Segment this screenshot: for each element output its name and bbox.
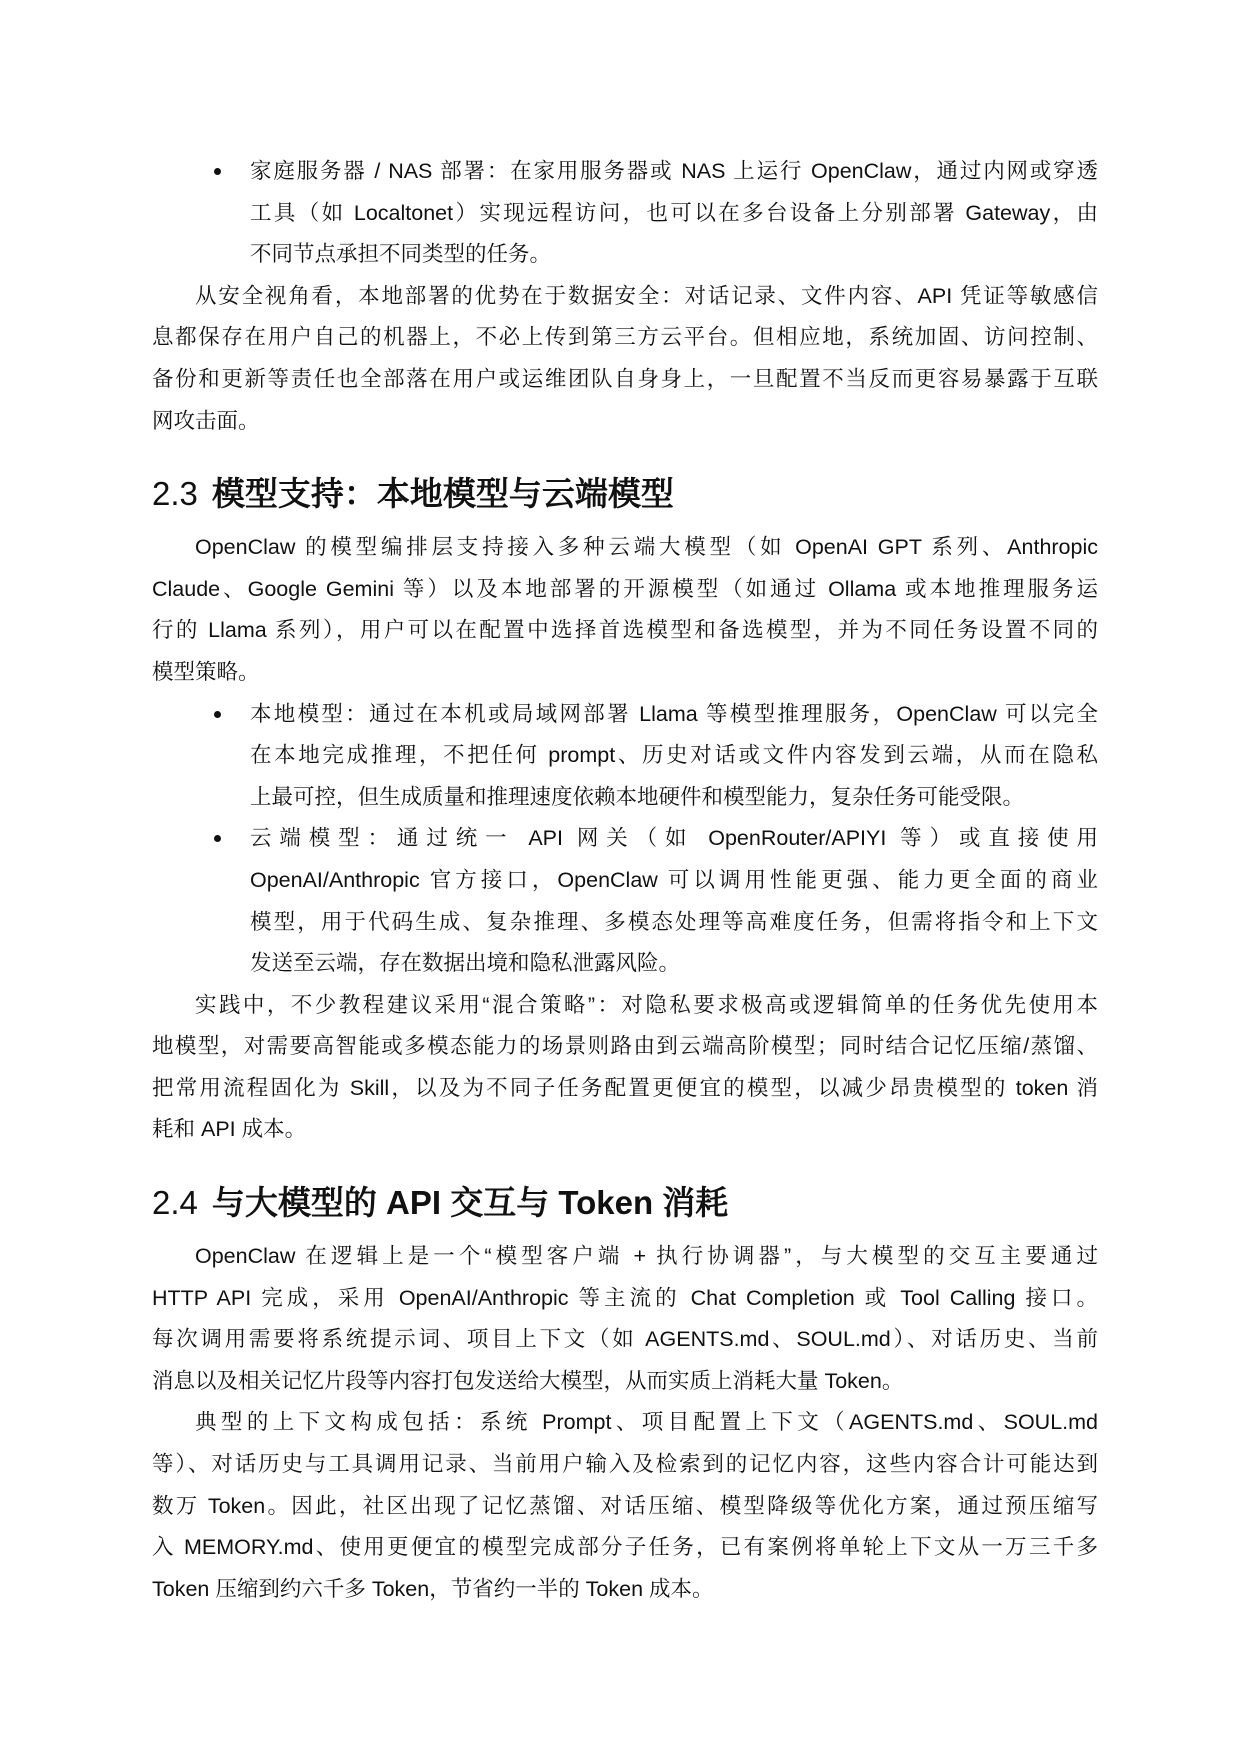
text-line: 工具（如 Localtonet）实现远程访问，也可以在多台设备上分别部署 Gateway，由: [250, 200, 1098, 225]
section-title: 模型支持：本地模型与云端模型: [211, 475, 674, 513]
document-page: [152, 151, 1098, 1610]
text-line: 家庭服务器 / NAS 部署：在家用服务器或 NAS 上运行 OpenClaw，通过内网或穿透: [250, 159, 1098, 183]
bullet-icon: [214, 168, 221, 175]
text-line: 不同节点承担不同类型的任务。: [250, 242, 552, 267]
bullet-icon: [214, 835, 221, 842]
bullet-item: [152, 818, 1098, 984]
text-line: 本地模型：通过在本机或局域网部署 Llama 等模型推理服务，OpenClaw 可以完全: [250, 701, 1098, 726]
text-line: 入 MEMORY.md、使用更便宜的模型完成部分子任务，已有案例将单轮上下文从一万三千多: [152, 1535, 1098, 1560]
paragraph: [152, 1402, 1098, 1610]
text-line: OpenClaw 在逻辑上是一个“模型客户端 + 执行协调器”，与大模型的交互主要通过: [195, 1244, 1098, 1269]
text-line: 耗和 API 成本。: [152, 1117, 307, 1142]
paragraph: [152, 276, 1098, 442]
text-line: 上最可控，但生成质量和推理速度依赖本地硬件和模型能力，复杂任务可能受限。: [250, 784, 1025, 809]
paragraph: [152, 527, 1098, 693]
section-heading: [152, 1173, 1098, 1233]
text-line: 消息以及相关记忆片段等内容打包发送给大模型，从而实质上消耗大量 Token。: [152, 1368, 904, 1393]
section-number: 2.3: [152, 475, 198, 513]
text-line: 在本地完成推理，不把任何 prompt、历史对话或文件内容发到云端，从而在隐私: [250, 743, 1098, 768]
text-line: 云端模型：通过统一 API 网关（如 OpenRouter/APIYI 等）或直接使用: [250, 826, 1098, 851]
text-line: 等）、对话历史与工具调用记录、当前用户输入及检索到的记忆内容，这些内容合计可能达到: [152, 1452, 1098, 1477]
section-title: 与大模型的 API 交互与 Token 消耗: [211, 1184, 729, 1222]
text-line: 数万 Token。因此，社区出现了记忆蒸馏、对话压缩、模型降级等优化方案，通过预压缩写: [152, 1493, 1098, 1518]
text-line: 从安全视角看，本地部署的优势在于数据安全：对话记录、文件内容、API 凭证等敏感信: [195, 283, 1098, 308]
bullet-item: [152, 694, 1098, 819]
text-line: OpenAI/Anthropic 官方接口，OpenClaw 可以调用性能更强、能力更全面的商业: [250, 867, 1098, 892]
text-line: 典型的上下文构成包括：系统 Prompt、项目配置上下文（AGENTS.md、SOUL.md: [195, 1410, 1098, 1435]
text-line: 地模型，对需要高智能或多模态能力的场景则路由到云端高阶模型；同时结合记忆压缩/蒸馏、: [152, 1034, 1098, 1059]
text-line: 实践中，不少教程建议采用“混合策略”：对隐私要求极高或逻辑简单的任务优先使用本: [195, 992, 1098, 1017]
text-line: 发送至云端，存在数据出境和隐私泄露风险。: [250, 951, 681, 976]
text-line: 模型策略。: [152, 659, 260, 684]
paragraph: [152, 985, 1098, 1151]
section-number: 2.4: [152, 1184, 198, 1222]
text-line: 息都保存在用户自己的机器上，不必上传到第三方云平台。但相应地，系统加固、访问控制、: [152, 325, 1098, 350]
bullet-icon: [214, 711, 221, 718]
text-line: HTTP API 完成，采用 OpenAI/Anthropic 等主流的 Chat Completion 或 Tool Calling 接口。: [152, 1285, 1098, 1310]
paragraph: [152, 1236, 1098, 1402]
text-line: 行的 Llama 系列），用户可以在配置中选择首选模型和备选模型，并为不同任务设置不同的: [152, 618, 1098, 643]
text-line: 模型，用于代码生成、复杂推理、多模态处理等高难度任务，但需将指令和上下文: [250, 909, 1098, 934]
text-line: 网攻击面。: [152, 408, 260, 433]
text-line: 把常用流程固化为 Skill，以及为不同子任务配置更便宜的模型，以减少昂贵模型的 token 消: [152, 1075, 1098, 1100]
text-line: Token 压缩到约六千多 Token，节省约一半的 Token 成本。: [152, 1576, 714, 1601]
text-line: 每次调用需要将系统提示词、项目上下文（如 AGENTS.md、SOUL.md）、对话历史、当前: [152, 1327, 1098, 1352]
text-line: Claude、Google Gemini 等）以及本地部署的开源模型（如通过 Ollama 或本地推理服务运: [152, 576, 1098, 601]
bullet-item: [152, 151, 1098, 276]
text-line: 备份和更新等责任也全部落在用户或运维团队自身身上，一旦配置不当反而更容易暴露于互联: [152, 366, 1098, 391]
text-line: OpenClaw 的模型编排层支持接入多种云端大模型（如 OpenAI GPT 系列、Anthropic: [195, 535, 1098, 560]
section-heading: [152, 464, 1098, 524]
